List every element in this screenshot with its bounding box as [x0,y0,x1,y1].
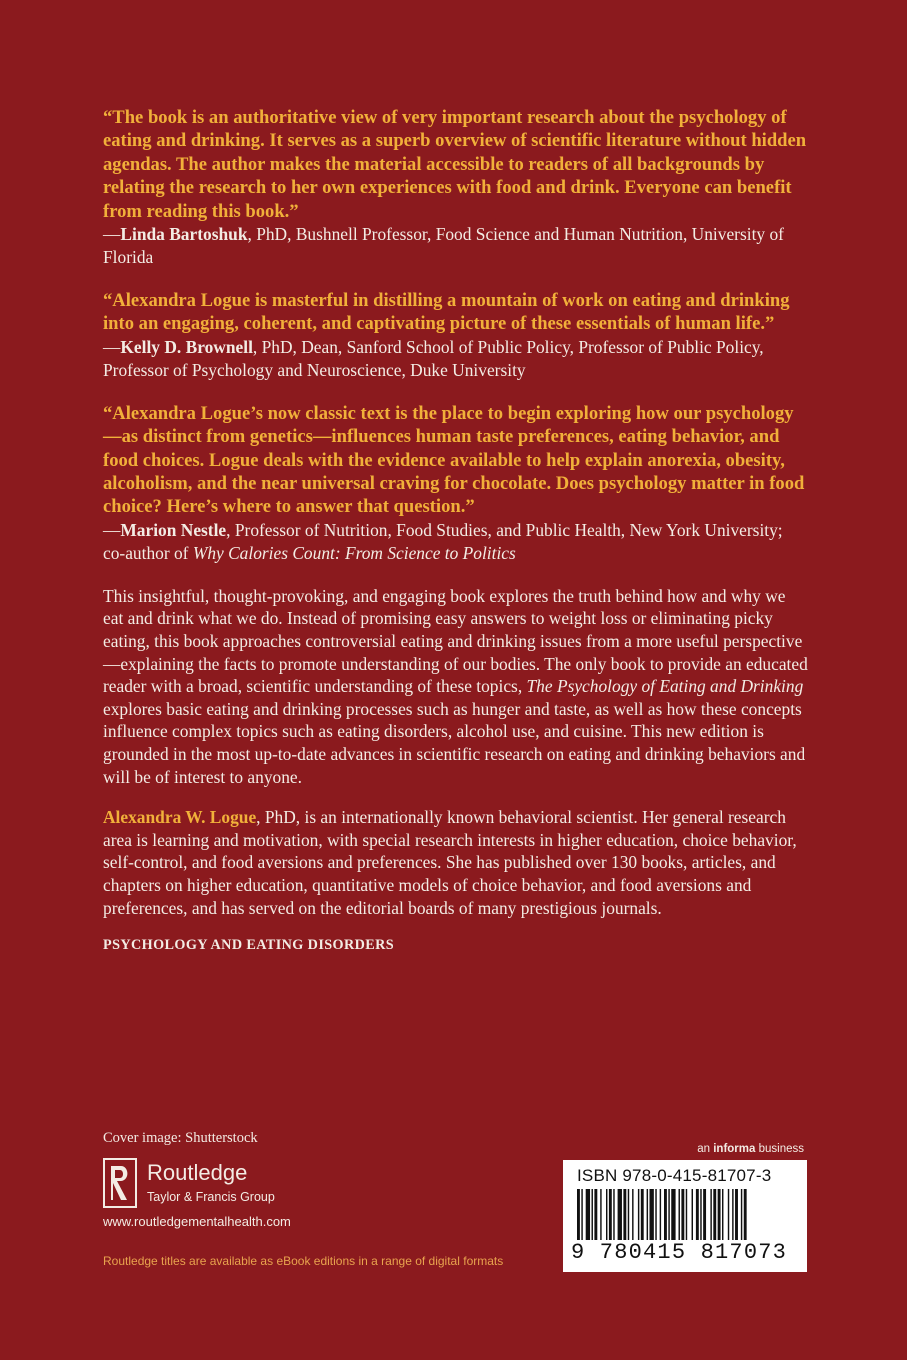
cover-image-credit: Cover image: Shutterstock [103,1130,258,1146]
review-quote: “Alexandra Logue’s now classic text is the place to begin exploring how our psychology—as distinct from genetics—influences human taste preferences, eating behavior, and food choices. Logue deals with the evidence available to help explain anorexia, obesity, alcoholism, and the near universal craving for chocolate. Does psychology matter in food choice? Here’s where to answer that question.” [103,402,805,518]
description-part-1: This insightful, thought-provoking, and engaging book explores the truth behind how and why we eat and drink what we do. Instead of promising easy answers to weight loss or eliminating picky eating, this book approaches controversial eating and drinking issues from a more useful perspective—explaining the facts to promote understanding of our bodies. The only book to provide an educated reader with a broad, scientific understanding of these topics, [103,585,808,697]
author-bio [103,806,809,919]
reviewer-name: Linda Bartoshuk [120,224,248,245]
reviewer-credentials: , PhD, Dean, Sanford School of Public Policy, Professor of Public Policy, Professor of Psychology and Neuroscience, Duke University [103,336,764,380]
reviewer-name: Kelly D. Brownell [120,336,253,357]
informa-brand: informa [713,1143,756,1155]
review-attribution: —Marion Nestle, Professor of Nutrition, Food Studies, and Public Health, New York University; co-author of Why Calories Count: From Science to Politics [103,519,783,563]
reviewer-credentials: , Professor of Nutrition, Food Studies, and Public Health, New York University; co-author of [103,519,783,563]
author-bio-text: , PhD, is an internationally known behavioral scientist. Her general research area is learning and motivation, with special research interests in higher education, choice behavior, self-control, and food aversions and preferences. She has published over 130 books, articles, and chapters on higher education, quantitative models of choice behavior, and food aversions and preferences, and has served on the editorial boards of many prestigious journals. [103,807,797,918]
review-quote: “The book is an authoritative view of very important research about the psychology of eating and drinking. It serves as a superb overview of scientific literature without hidden agendas. The author makes the material accessible to readers of all backgrounds by relating the research to her own experiences with food and drink. Everyone can benefit from reading this book.” [103,107,807,222]
author-name: Alexandra W. Logue [103,807,257,828]
ebook-note: Routledge titles are available as eBook editions in a range of digital formats [103,1254,504,1268]
description-part-2: explores basic eating and drinking processes such as hunger and taste, as well as how these concepts influence complex topics such as eating disorders, alcohol use, and cuisine. This new edition is grounded in the most up-to-date advances in scientific research on eating and drinking behaviors and will be of interest to anyone. [103,698,806,787]
review-attribution: —Linda Bartoshuk, PhD, Bushnell Professor, Food Science and Human Nutrition, University of Florida [103,224,784,268]
book-title: The Psychology of Eating and Drinking [526,676,804,697]
reviewer-credentials: , PhD, Bushnell Professor, Food Science and Human Nutrition, University of Florida [103,224,784,268]
subject-category: PSYCHOLOGY AND EATING DISORDERS [103,937,395,954]
cover-text-column [103,106,809,954]
reviewer-name: Marion Nestle [120,519,227,540]
routledge-logo [103,1158,343,1212]
publisher-group: Taylor & Francis Group [147,1190,275,1204]
informa-business-label: an informa business [697,1143,804,1155]
routledge-r-icon [103,1158,137,1208]
review-1 [103,106,809,269]
reviewer-book-title: Why Calories Count: From Science to Politics [192,542,516,563]
barcode-digits: 9 780415 817073 [571,1240,788,1265]
book-description [103,585,809,788]
publisher-website: www.routledgementalhealth.com [103,1214,291,1229]
review-2 [103,289,809,382]
publisher-name: Routledge [147,1160,248,1185]
review-3 [103,402,809,565]
review-quote: “Alexandra Logue is masterful in distilling a mountain of work on eating and drinking into an engaging, coherent, and captivating picture of these essentials of human life.” [103,290,790,335]
review-attribution: —Kelly D. Brownell, PhD, Dean, Sanford School of Public Policy, Professor of Public Policy, Professor of Psychology and Neuroscience, Duke University [103,336,764,380]
isbn-barcode [563,1160,807,1272]
isbn-label: ISBN 978-0-415-81707-3 [577,1166,772,1185]
